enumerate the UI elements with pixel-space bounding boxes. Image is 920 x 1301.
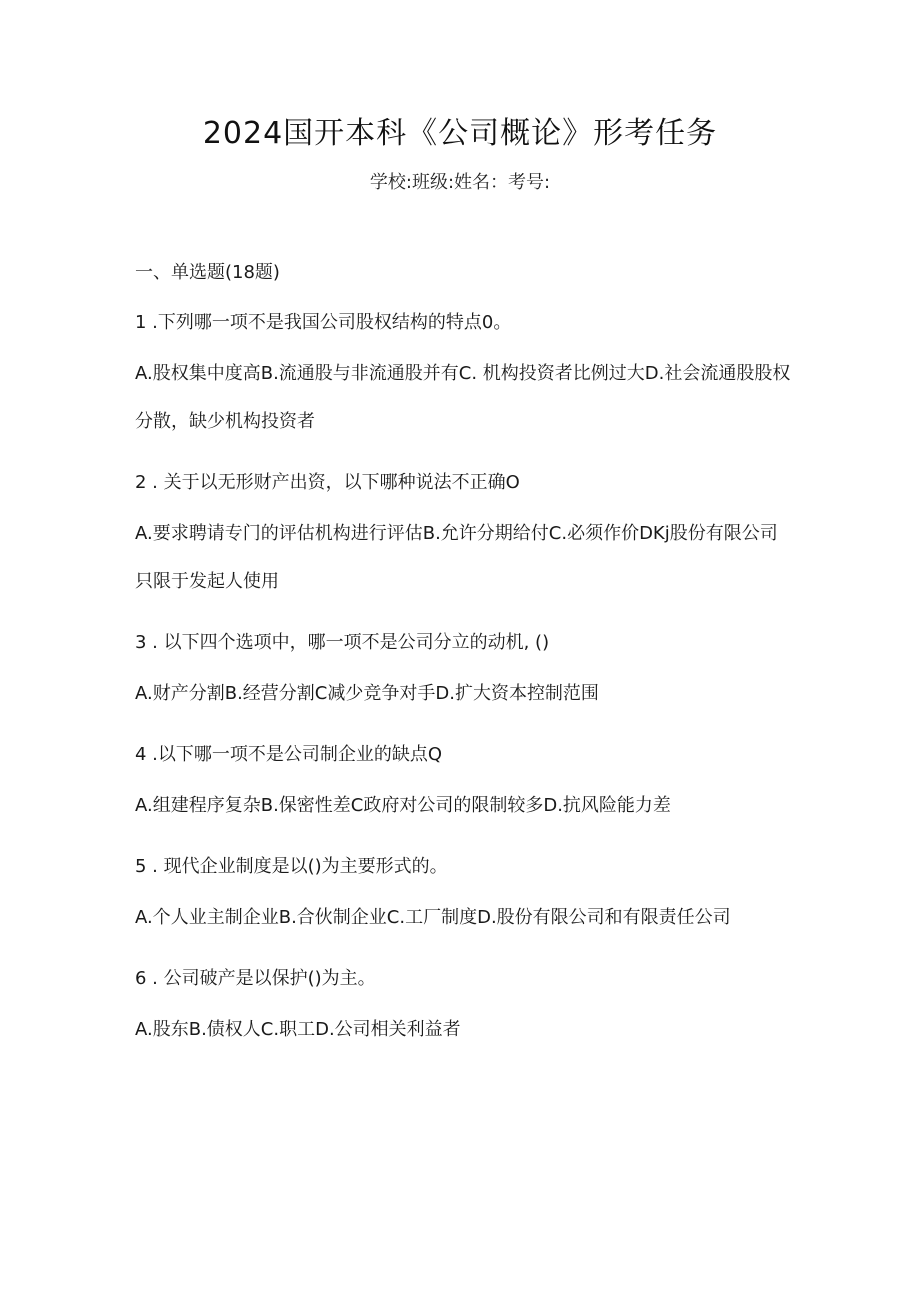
question-stem: 6 . 公司破产是以保护()为主。 — [135, 968, 376, 989]
question-stem: 3 . 以下四个选项中，哪一项不是公司分立的动机, () — [135, 632, 550, 653]
question-1 — [135, 308, 795, 446]
question-6 — [135, 964, 795, 1054]
question-stem: 5 . 现代企业制度是以()为主要形式的。 — [135, 856, 448, 877]
question-options: A.股权集中度高B.流通股与非流通股并有C. 机构投资者比例过大D.社会流通股股权分散，缺少机构投资者 — [135, 363, 791, 432]
document-content — [135, 258, 795, 1076]
question-options: A.财产分割B.经营分割C减少竞争对手D.扩大资本控制范围 — [135, 683, 599, 704]
question-stem: 4 .以下哪一项不是公司制企业的缺点Q — [135, 744, 443, 765]
question-2 — [135, 468, 795, 606]
document-title: 2024国开本科《公司概论》形考任务 — [202, 116, 718, 151]
question-options: A.个人业主制企业B.合伙制企业C.工厂制度D.股份有限公司和有限责任公司 — [135, 907, 731, 928]
question-stem: 1 .下列哪一项不是我国公司股权结构的特点0。 — [135, 312, 512, 333]
question-stem: 2 . 关于以无形财产出资，以下哪种说法不正确O — [135, 472, 520, 493]
question-5 — [135, 852, 795, 942]
section-title: 一、单选题(18题) — [135, 262, 280, 283]
document-subtitle: 学校:班级:姓名：考号: — [369, 172, 551, 193]
question-4 — [135, 740, 795, 830]
question-options: A.股东B.债权人C.职工D.公司相关利益者 — [135, 1019, 461, 1040]
question-options: A.要求聘请专门的评估机构进行评估B.允许分期给付C.必须作价DKj股份有限公司只限于发起人使用 — [135, 523, 778, 592]
question-3 — [135, 628, 795, 718]
question-options: A.组建程序复杂B.保密性差C政府对公司的限制较多D.抗风险能力差 — [135, 795, 671, 816]
